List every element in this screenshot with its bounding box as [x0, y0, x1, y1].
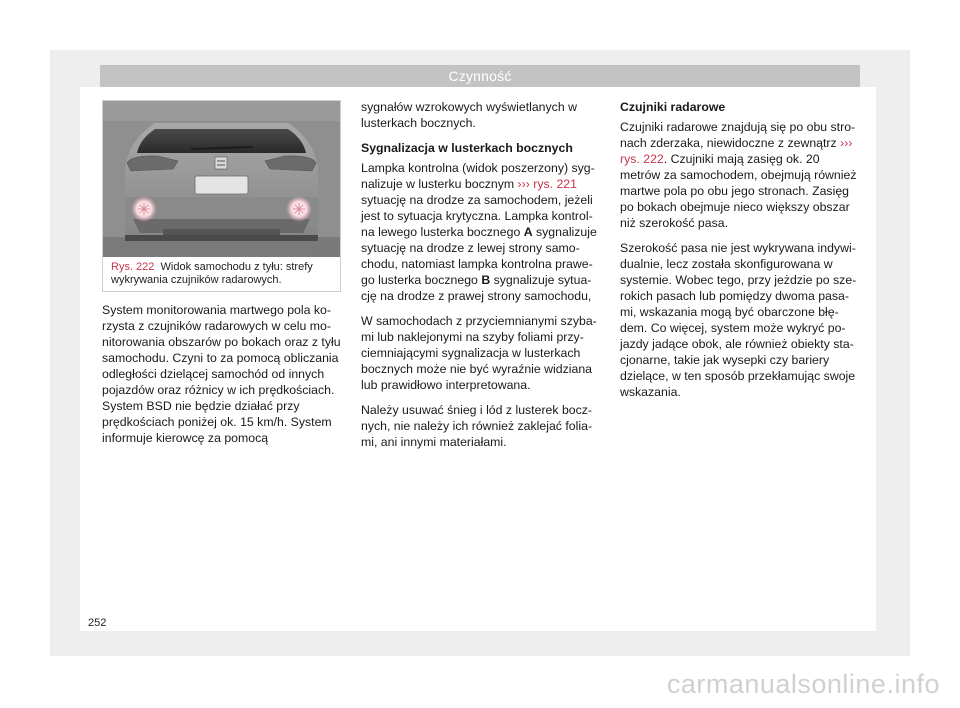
paragraph: Czujniki radarowe znajdują się po obu stronach zderzaka, niewidoczne z zewnątrz ››› rys. 222. Czujniki mają zasięg ok. 20 metrów za samochodem, obejmują również martwe pola po obu jego stronach. Zasięg po bokach obejmuje nieco większy obszar niż szerokość pasa.	[620, 120, 857, 230]
paragraph: Należy usuwać śnieg i lód z lusterek bocznych, nie należy ich również zaklejać foliami, ani innymi materiałami.	[361, 403, 593, 449]
figure-caption-text: Widok samochodu z tyłu: strefy wykrywania czujników radarowych.	[111, 261, 313, 286]
section-title: Czynność	[448, 68, 512, 84]
paragraph: sygnałów wzrokowych wyświetlanych w lusterkach bocznych.	[361, 100, 577, 130]
figure-link-222[interactable]: rys. 222	[620, 152, 664, 166]
figure-code: S7V-0870	[309, 245, 336, 251]
text-column-3	[620, 99, 860, 409]
text-column-1	[102, 302, 342, 455]
figure-link-221[interactable]: rys. 221	[533, 177, 577, 191]
chevron-icon: ›››	[517, 177, 530, 191]
section-heading: Czujniki radarowe	[620, 100, 726, 114]
section-heading: Sygnalizacja w lusterkach bocznych	[361, 141, 573, 155]
figure-label: Rys. 222	[111, 261, 155, 273]
paragraph: System monitorowania martwego pola korzysta z czujników radarowych w celu monitorowania obszarów po bokach oraz z tyłu samochodu. Czyni to za pomocą obliczania odległości dzielącej samochód od innych pojazdów oraz różnicy w ich prędkościach. System BSD nie będzie działać przy prędkościach poniżej ok. 15 km/h. System informuje kierowcę za pomocą	[102, 303, 341, 445]
paragraph: W samochodach z przyciemnianymi szybami lub naklejonymi na szyby foliami przyciemniającymi sygnalizacja w lusterkach bocznych może nie być wyraźnie widziana lub prawidłowo interpretowana.	[361, 314, 597, 392]
text-column-2	[361, 99, 602, 459]
watermark: carmanualsonline.info	[666, 669, 940, 699]
section-header	[100, 65, 860, 87]
paragraph: Lampka kontrolna (widok poszerzony) sygnalizuje w lusterku bocznym ››› rys. 221 sytuację na drodze za samochodem, jeżeli jest to sytuacja krytyczna. Lampka kontrolna lewego lusterka bocznego A sygnalizuje sytuację na drodze z lewej strony samochodu, natomiast lampka kontrolna prawego lusterka bocznego B sygnalizuje sytuację na drodze z prawej strony samochodu,	[361, 161, 597, 303]
car-rear-illustration	[103, 101, 340, 257]
figure-222	[102, 100, 341, 292]
figure-caption	[111, 261, 333, 287]
paragraph: Szerokość pasa nie jest wykrywana indywidualnie, lecz została skonfigurowana w systemie. Wobec tego, przy jeżdzie po szerokich pasach lub pomiędzy dwoma pasami, wskazania mogą być obarczone błędem. Co więcej, system może wykryć pojazdy jadące obok, ale również obiekty stacjonarne, takie jak wysepki czy bariery dzielące, w ten sposób przekłamując swoje wskazania.	[620, 241, 857, 399]
page-number: 252	[88, 617, 107, 629]
chevron-icon: ›››	[840, 136, 853, 150]
